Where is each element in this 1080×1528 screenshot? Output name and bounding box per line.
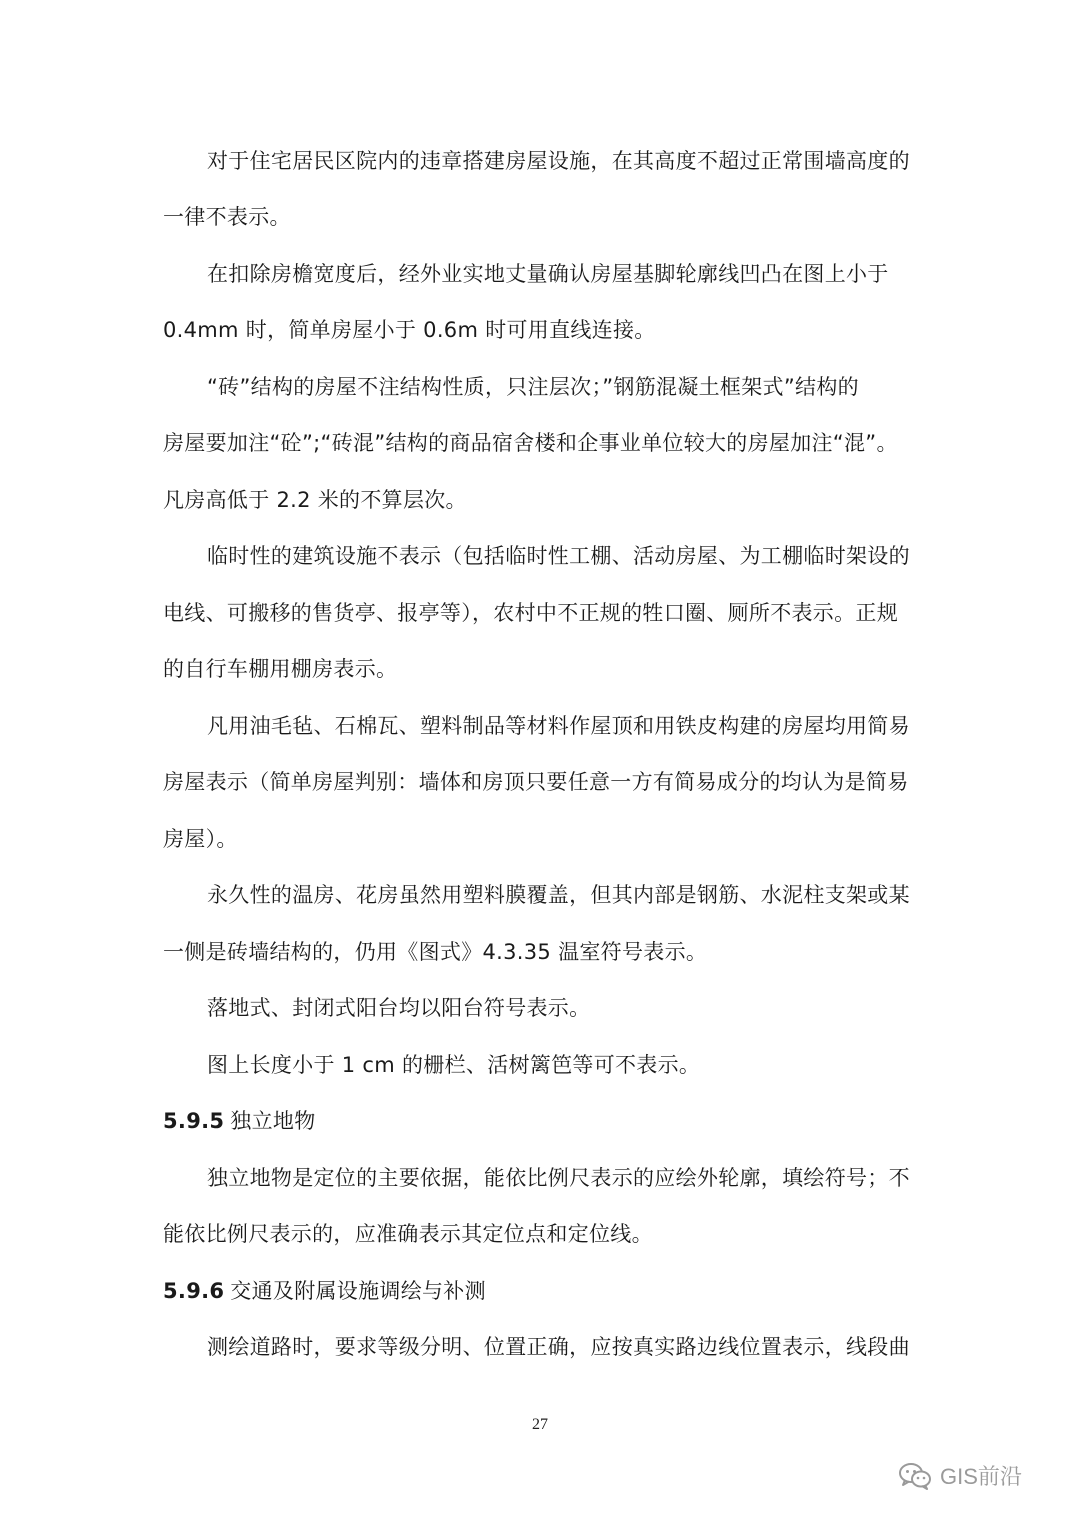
paragraph-line: 凡用油毛毡、石棉瓦、塑料制品等材料作屋顶和用铁皮构建的房屋均用简易 xyxy=(207,714,910,738)
section-title: 独立地物 xyxy=(230,1109,316,1133)
section-title: 交通及附属设施调绘与补测 xyxy=(230,1279,486,1303)
wechat-icon xyxy=(898,1462,932,1490)
watermark xyxy=(898,1460,1022,1491)
paragraph-line: 房屋要加注“砼”;“砖混”结构的商品宿舍楼和企事业单位较大的房屋加注“混”。 xyxy=(163,431,898,455)
watermark-text: GIS前沿 xyxy=(940,1464,1022,1489)
paragraph-line: 永久性的温房、花房虽然用塑料膜覆盖，但其内部是钢筋、水泥柱支架或某 xyxy=(207,883,910,907)
paragraph-line: 测绘道路时，要求等级分明、位置正确，应按真实路边线位置表示，线段曲 xyxy=(207,1335,910,1359)
paragraph-line: 房屋）。 xyxy=(163,827,238,851)
section-number: 5.9.6 xyxy=(163,1279,225,1303)
paragraph-line: 独立地物是定位的主要依据，能依比例尺表示的应绘外轮廓，填绘符号；不 xyxy=(207,1166,910,1190)
paragraph-line: 一侧是砖墙结构的，仍用《图式》4.3.35 温室符号表示。 xyxy=(163,940,708,964)
paragraph-line: 的自行车棚用棚房表示。 xyxy=(163,657,398,681)
paragraph-line: 临时性的建筑设施不表示（包括临时性工棚、活动房屋、为工棚临时架设的 xyxy=(207,544,910,568)
paragraph-line: 能依比例尺表示的，应准确表示其定位点和定位线。 xyxy=(163,1222,653,1246)
section-heading-5-9-5 xyxy=(163,1106,923,1136)
paragraph-line: 房屋表示（简单房屋判别：墙体和房顶只要任意一方有简易成分的均认为是简易 xyxy=(163,770,909,794)
section-number: 5.9.5 xyxy=(163,1109,225,1133)
paragraph-line: 0.4mm 时，简单房屋小于 0.6m 时可用直线连接。 xyxy=(163,318,656,342)
paragraph-line: “砖”结构的房屋不注结构性质，只注层次；”钢筋混凝土框架式”结构的 xyxy=(207,375,859,399)
section-heading-5-9-6 xyxy=(163,1276,923,1306)
paragraph-line: 对于住宅居民区院内的违章搭建房屋设施，在其高度不超过正常围墙高度的 xyxy=(207,149,910,173)
paragraph-line: 凡房高低于 2.2 米的不算层次。 xyxy=(163,488,467,512)
paragraph-line: 电线、可搬移的售货亭、报亭等），农村中不正规的牲口圈、厕所不表示。正规 xyxy=(163,601,898,625)
page-number: 27 xyxy=(532,1416,548,1433)
paragraph-line: 落地式、封闭式阳台均以阳台符号表示。 xyxy=(207,996,591,1020)
paragraph-line: 在扣除房檐宽度后，经外业实地丈量确认房屋基脚轮廓线凹凸在图上小于 xyxy=(207,262,889,286)
paragraph-line: 图上长度小于 1 cm 的栅栏、活树篱笆等可不表示。 xyxy=(207,1053,701,1077)
paragraph-line: 一律不表示。 xyxy=(163,205,291,229)
